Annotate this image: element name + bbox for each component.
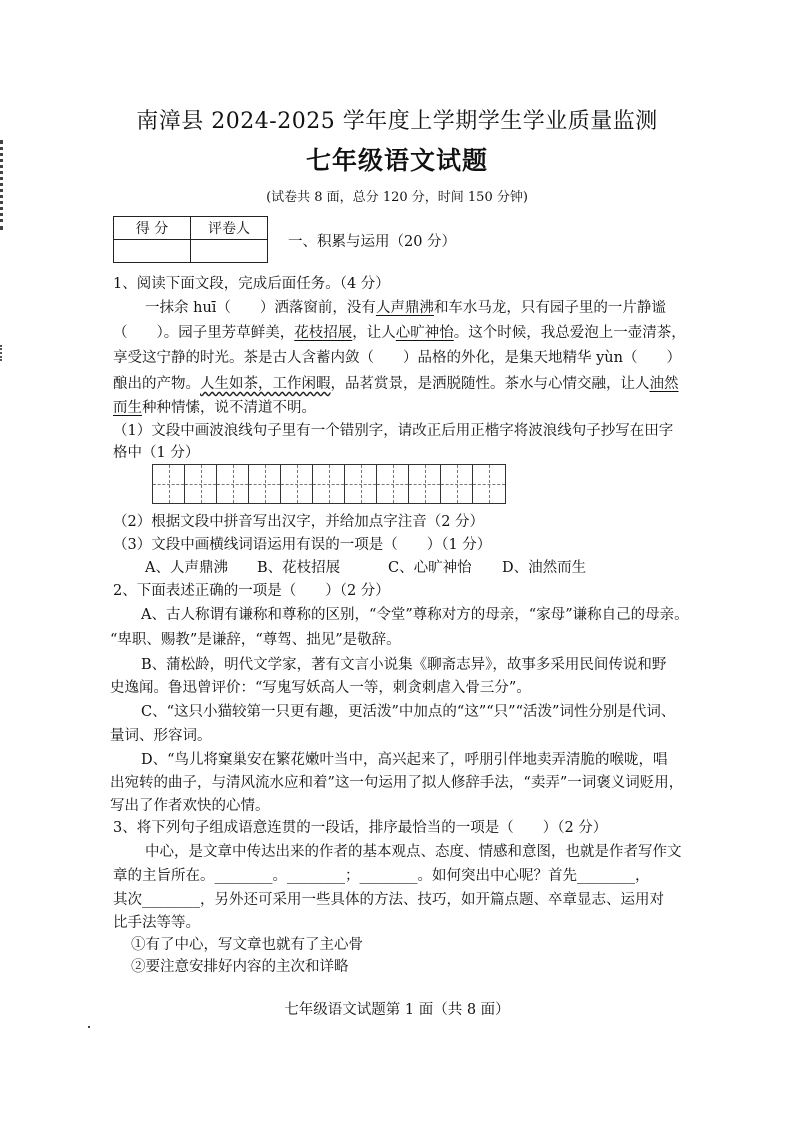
text: 一抹余 huī（ ）洒落窗前，没有 (145, 300, 376, 316)
text: （ ）。园子里芳草鲜美， (113, 325, 295, 341)
q3-item-1: ①有了中心，写文章也就有了主心骨 (131, 937, 363, 953)
tianzige-grid[interactable] (152, 464, 506, 504)
q1-option-b: B、花枝招展 (257, 560, 341, 576)
grader-cell[interactable] (191, 240, 268, 263)
wavy-underlined-sentence: 人生如茶，工作闲暇 (200, 376, 331, 392)
score-table (113, 216, 268, 263)
q3-text-line: 其次________，另外还可采用一些具体的方法、技巧，如开篇点题、卒章显志、运用对 (113, 892, 664, 908)
score-label: 得 分 (114, 217, 191, 240)
underlined-word: 花枝招展 (294, 325, 353, 341)
grid-cell[interactable] (153, 465, 185, 503)
underlined-word: 人声鼎沸 (375, 300, 434, 316)
q1-sub1: （1）文段中画波浪线句子里有一个错别字，请改正后用正楷字将波浪线句子抄写在田字 (113, 423, 674, 439)
grid-cell[interactable] (473, 465, 505, 503)
underlined-word: 心旷神怡 (395, 325, 454, 341)
q3-text-line: 比手法等等。 (113, 915, 200, 931)
q2-option-d: D、“鸟儿将窠巢安在繁花嫩叶当中，高兴起来了，呼朋引伴地卖弄清脆的喉咙，唱 (141, 752, 668, 768)
page-footer: 七年级语文试题第 1 面（共 8 面） (284, 1002, 510, 1018)
q1-paragraph-line (113, 323, 686, 343)
scan-speck (88, 1026, 90, 1028)
q2-option-a-cont: “卑职、赐教”是谦辞，“尊驾、拙见”是敬辞。 (110, 632, 401, 648)
text: ，品茗赏景，是洒脱随性。茶水与心情交融，让人 (330, 376, 650, 392)
grader-label: 评卷人 (191, 217, 268, 240)
q2-option-c: C、“这只小猫较第一只更有趣，更活泼”中加点的“这”“只”“活泼”词性分别是代词、 (141, 704, 676, 720)
grid-cell[interactable] (249, 465, 281, 503)
text: ，让人 (352, 325, 396, 341)
q1-option-d: D、油然而生 (502, 560, 587, 576)
q1-option-a: A、人声鼎沸 (145, 560, 228, 576)
grid-cell[interactable] (281, 465, 313, 503)
grid-cell[interactable] (217, 465, 249, 503)
section-title: 一、积累与运用（20 分） (288, 234, 457, 250)
q1-sub1-cont: 格中（1 分） (113, 445, 200, 461)
q1-paragraph-line (113, 398, 316, 418)
q1-sub2: （2）根据文段中拼音写出汉字，并给加点字注音（2 分） (113, 514, 485, 530)
underlined-word: 油然 (649, 376, 679, 392)
q2-option-c-cont: 量词、形容词。 (110, 728, 212, 744)
q2-option-b-cont: 史逸闻。鲁迅曾评价：“写鬼写妖高人一等，刺贪刺虐入骨三分”。 (110, 680, 531, 696)
grid-cell[interactable] (409, 465, 441, 503)
q2-option-d-cont2: 写出了作者欢快的心情。 (110, 798, 270, 814)
grid-cell[interactable] (377, 465, 409, 503)
q2-option-d-cont: 出宛转的曲子，与清风流水应和着”这一句运用了拟人修辞手法，“卖弄”一词褒义词贬用， (110, 775, 684, 791)
q1-sub3: （3）文段中画横线词语运用有误的一项是（ ）（1 分） (113, 537, 492, 553)
score-cell[interactable] (114, 240, 191, 263)
q1-stem: 1、阅读下面文段，完成后面任务。（4 分） (113, 276, 390, 292)
q1-paragraph-line: 享受这宁静的时光。茶是古人含蓄内敛（ ）品格的外化，是集天地精华 yùn（ ） (113, 350, 681, 366)
q3-stem: 3、将下列句子组成语意连贯的一段话，排序最恰当的一项是（ ）（2 分） (113, 820, 608, 836)
grid-cell[interactable] (441, 465, 473, 503)
text: 。这个时候，我总爱泡上一壶清茶， (453, 325, 686, 341)
exam-info: (试卷共 8 面，总分 120 分，时间 150 分钟) (266, 190, 528, 205)
exam-title: 南漳县 2024-2025 学年度上学期学生学业质量监测 (136, 109, 658, 134)
grid-cell[interactable] (345, 465, 377, 503)
binding-margin-dots-small (0, 345, 6, 361)
q2-option-a: A、古人称谓有谦称和尊称的区别，“令堂”尊称对方的母亲，“家母”谦称自己的母亲。 (141, 607, 689, 623)
q1-paragraph-line (145, 298, 666, 318)
q1-option-c: C、心旷神怡 (388, 560, 472, 576)
q3-text-line: 中心，是文章中传达出来的作者的基本观点、态度、情感和意图，也就是作者写作文 (145, 844, 682, 860)
q1-paragraph-line (113, 374, 679, 394)
q3-text-line: 章的主旨所在。________。________；________。如何突出中心呢？首先________， (113, 868, 650, 884)
grid-cell[interactable] (185, 465, 217, 503)
text: 种种情愫，说不清道不明。 (142, 400, 316, 416)
exam-subject-title: 七年级语文试题 (305, 146, 488, 175)
text: 酿出的产物。 (113, 376, 200, 392)
q2-stem: 2、下面表述正确的一项是（ ）（2 分） (113, 583, 390, 599)
text: 和车水马龙，只有园子里的一片静谧 (433, 300, 666, 316)
q2-option-b: B、蒲松龄，明代文学家，著有文言小说集《聊斋志异》，故事多采用民间传说和野 (141, 657, 667, 673)
grid-cell[interactable] (313, 465, 345, 503)
q3-item-2: ②要注意安排好内容的主次和详略 (131, 959, 349, 975)
underlined-word: 而生 (113, 400, 142, 416)
